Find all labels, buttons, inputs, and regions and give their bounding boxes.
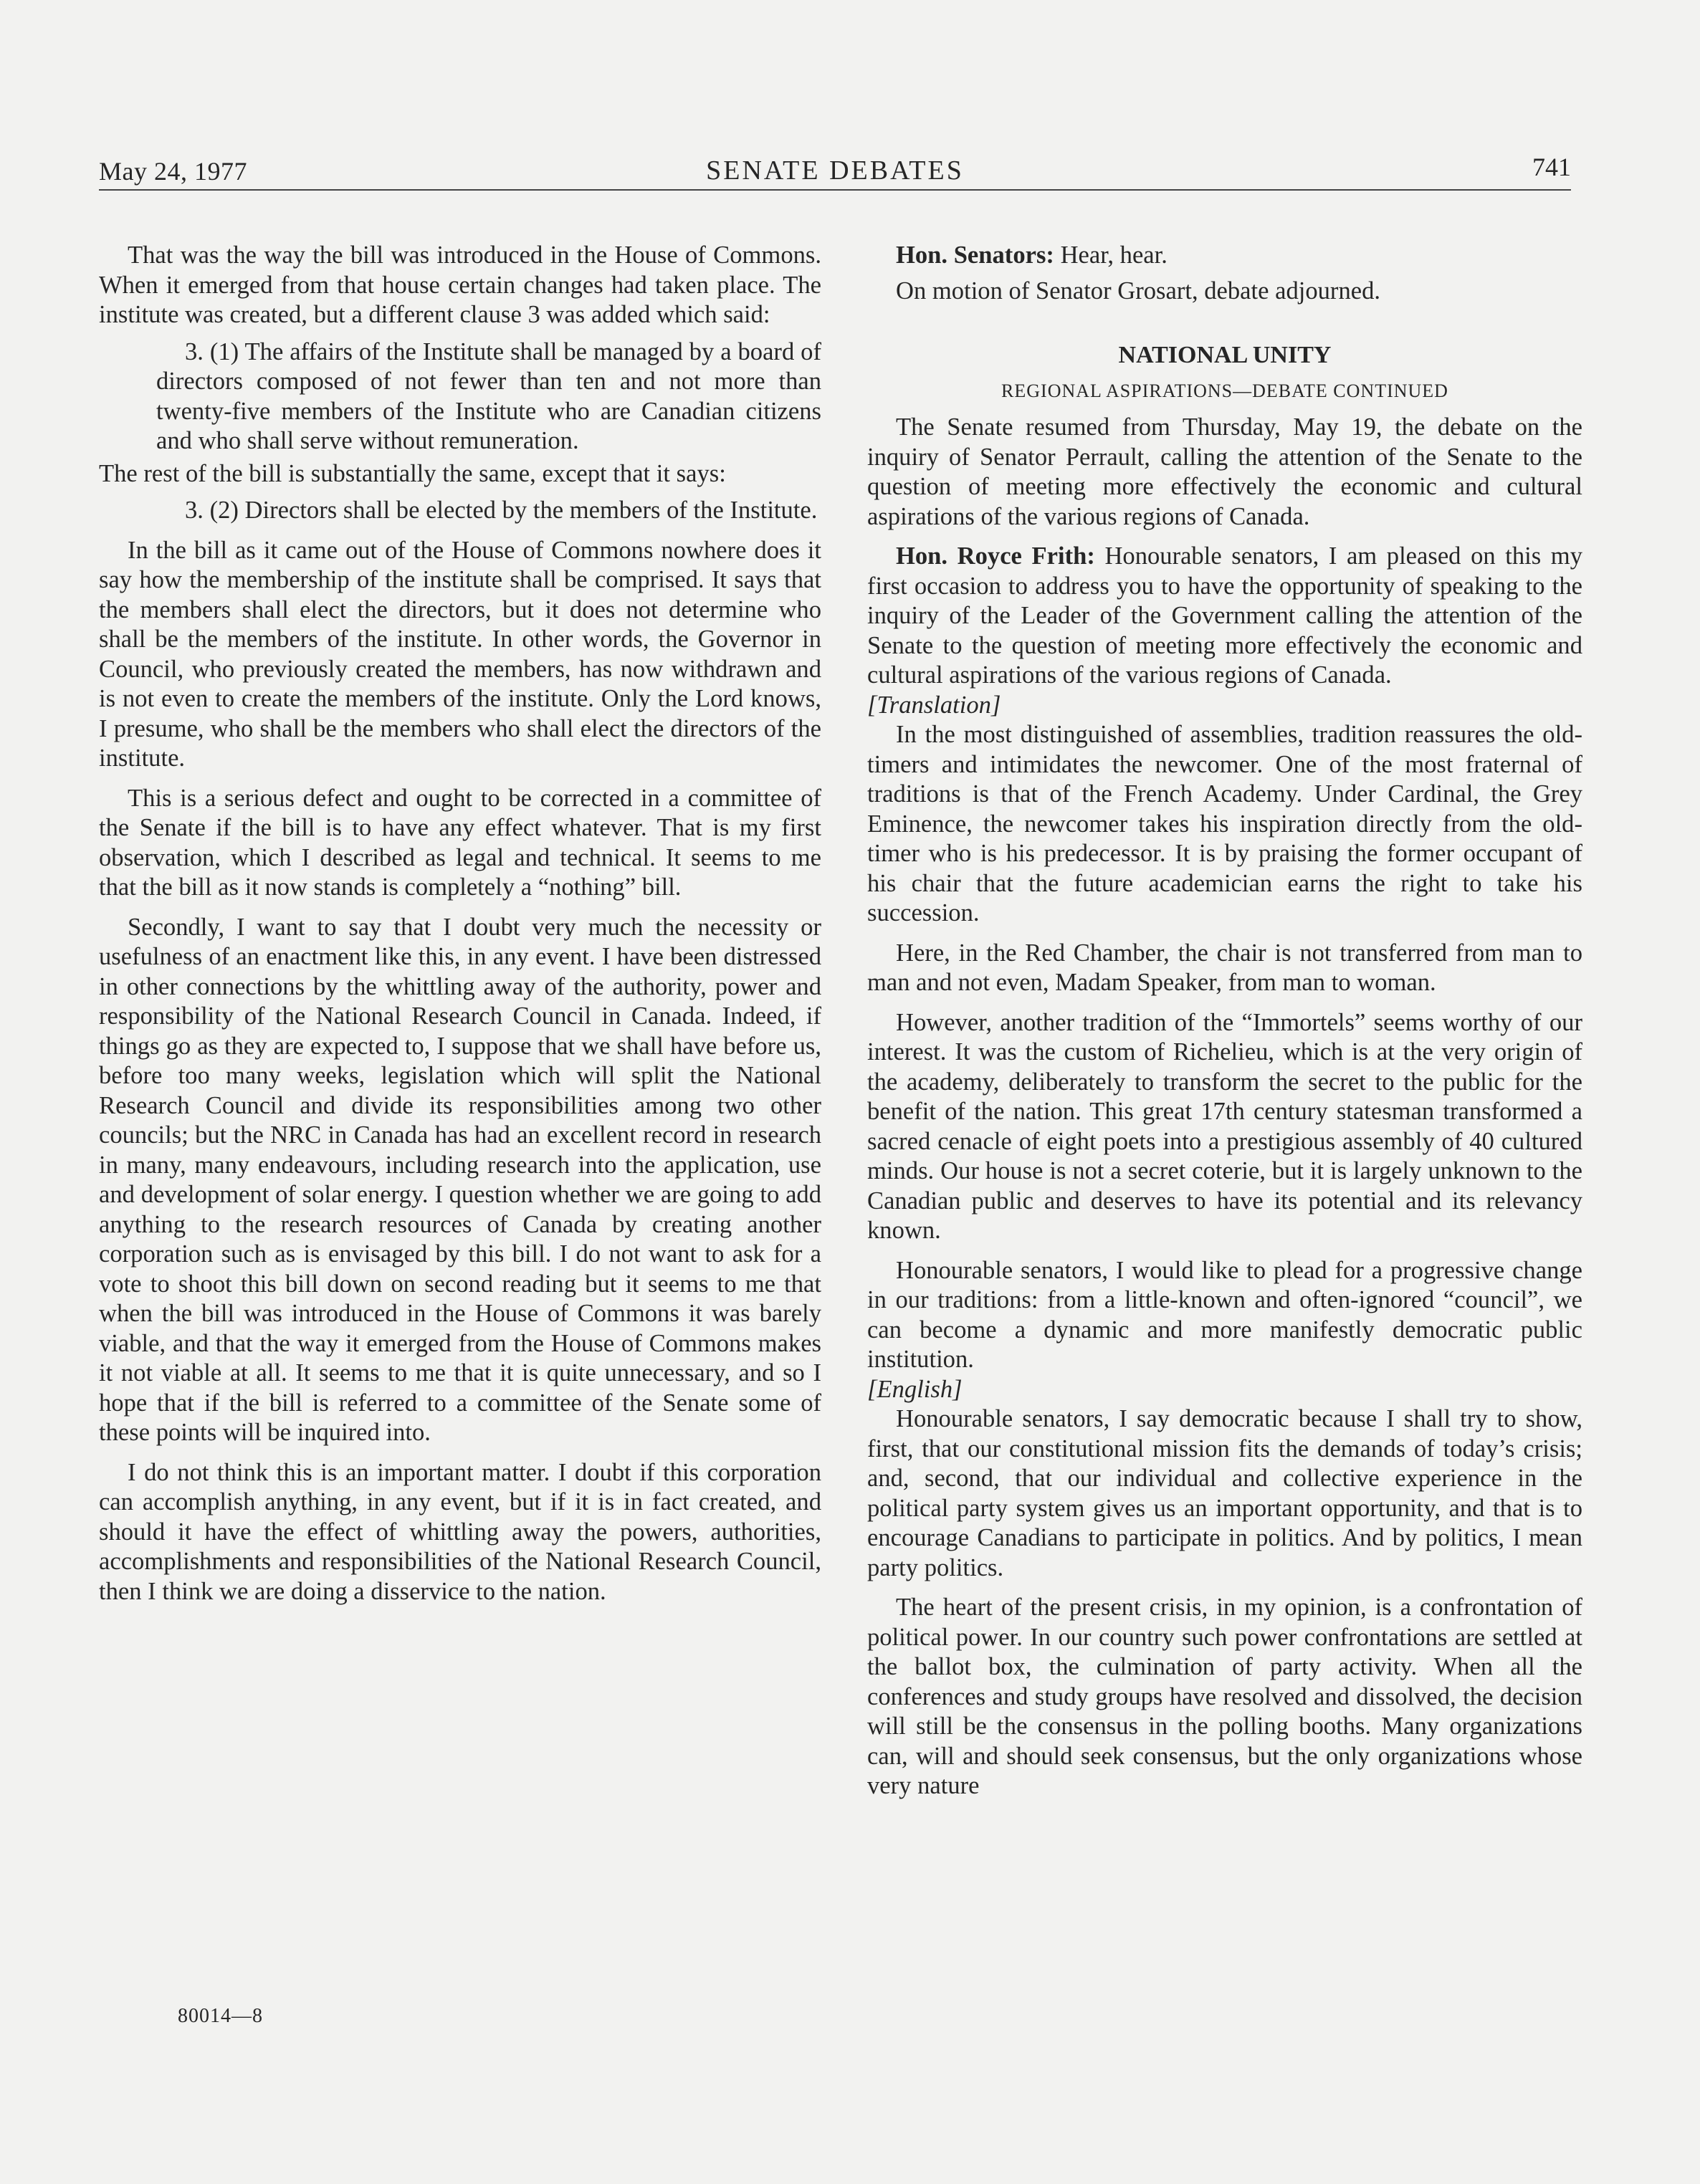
speaker-name: Hon. Royce Frith: <box>896 542 1095 570</box>
paragraph: On motion of Senator Grosart, debate adjourned. <box>896 277 1381 305</box>
paragraph: That was the way the bill was introduced in the House of Commons. When it emerged from that house certain changes had taken place. The institute was created, but a different clause 3 was added which said: <box>99 241 821 328</box>
page-header <box>99 152 1571 191</box>
quoted-clause: 3. (1) The affairs of the Institute shall be managed by a board of directors composed of not fewer than ten and not more than twenty-five members of the Institute who are Canadian citizens and who shall serve without remuneration. <box>156 337 821 454</box>
paragraph: Honourable senators, I say democratic because I shall try to show, first, that our constitutional mission fits the demands of today’s crisis; and, second, that our individual and collective experience in the political party system gives us an important opportunity, and that is to encourage Canadians to participate in politics. And by politics, I mean party politics. <box>867 1405 1582 1581</box>
speech-text: Hear, hear. <box>1054 241 1167 269</box>
speech-text: Honourable senators, I am pleased on this my first occasion to address you to have the opportunity of speaking to the inquiry of the Leader of the Government calling the attention of the Senate to the question of meeting more effectively the economic and cultural aspirations of the various regions of Canada. <box>867 542 1582 689</box>
paragraph: The rest of the bill is substantially the same, except that it says: <box>99 459 726 487</box>
paragraph: In the bill as it came out of the House of Commons nowhere does it say how the membership of the institute shall be comprised. It says that the members shall elect the directors, but it does not determine who shall be the members of the institute. In other words, the Governor in Council, who previously created the members, has now withdrawn and is not even to create the members of the institute. Only the Lord knows, I presume, who shall be the members who shall elect the directors of the institute. <box>99 536 821 772</box>
paragraph: This is a serious defect and ought to be corrected in a committee of the Senate if the bill is to have any effect whatever. That is my first observation, which I described as legal and technical. It seems to me that the bill as it now stands is completely a “nothing” bill. <box>99 784 821 901</box>
section-subheading: REGIONAL ASPIRATIONS—DEBATE CONTINUED <box>1001 380 1448 401</box>
paragraph: Here, in the Red Chamber, the chair is not transferred from man to man and not even, Madam Speaker, from man to woman. <box>867 939 1582 996</box>
left-column <box>99 241 821 1606</box>
paragraph: In the most distinguished of assemblies, tradition reassures the old-timers and intimidates the newcomer. One of the most fraternal of traditions is that of the French Academy. Under Cardinal, the Grey Eminence, the newcomer takes his inspiration directly from the old-timer who is his predecessor. It is by praising the former occupant of his chair that the future academician earns the right to take his succession. <box>867 721 1582 926</box>
footer-code: 80014—8 <box>178 2005 263 2027</box>
speaker-paragraph <box>867 241 1582 271</box>
quoted-clause: 3. (2) Directors shall be elected by the members of the Institute. <box>185 497 818 524</box>
right-column <box>867 241 1582 1801</box>
english-marker: [English] <box>867 1375 963 1403</box>
paragraph: Secondly, I want to say that I doubt very much the necessity or usefulness of an enactment like this, in any event. I have been distressed in other connections by the whittling away of the authority, power and responsibility of the National Research Council in Canada. Indeed, if things go as they are expected to, I suppose that we shall have before us, before too many weeks, legislation which will split the National Research Council and divide its responsibilities among two other councils; but the NRC in Canada has had an excellent record in research in many, many endeavours, including research into the application, use and development of solar energy. I question whether we are going to add anything to the research resources of Canada by creating another corporation such as is envisaged by this bill. I do not want to ask for a vote to shoot this bill down on second reading but it seems to me that when the bill was introduced in the House of Commons it was barely viable, and that the way it emerged from the House of Commons makes it not viable at all. It seems to me that it is quite unnecessary, and so I hope that if the bill is referred to a committee of the Senate some of these points will be inquired into. <box>99 913 821 1446</box>
header-date: May 24, 1977 <box>99 157 247 186</box>
speaker-name: Hon. Senators: <box>896 241 1054 269</box>
translation-marker: [Translation] <box>867 691 1001 719</box>
paragraph: I do not think this is an important matter. I doubt if this corporation can accomplish anything, in any event, but if it is in fact created, and should it have the effect of whittling away the powers, authorities, accomplishments and responsibilities of the National Research Council, then I think we are doing a disservice to the nation. <box>99 1458 821 1605</box>
paragraph: However, another tradition of the “Immortels” seems worthy of our interest. It was the custom of Richelieu, which is at the very origin of the academy, deliberately to transform the secret to the public for the benefit of the nation. This great 17th century statesman transformed a sacred cenacle of eight poets into a prestigious assembly of 40 cultured minds. Our house is not a secret coterie, but it is largely unknown to the Canadian public and deserves to have its potential and its relevancy known. <box>867 1008 1582 1244</box>
paragraph: The Senate resumed from Thursday, May 19, the debate on the inquiry of Senator Perrault, calling the attention of the Senate to the question of meeting more effectively the economic and cultural aspirations of the various regions of Canada. <box>867 413 1582 530</box>
header-title: SENATE DEBATES <box>706 155 964 186</box>
paragraph: Honourable senators, I would like to plead for a progressive change in our traditions: from a little-known and often-ignored “council”, we can become a dynamic and more manifestly democratic public institution. <box>867 1256 1582 1373</box>
speaker-paragraph <box>867 542 1582 691</box>
paragraph: The heart of the present crisis, in my opinion, is a confrontation of political power. In our country such power confrontations are settled at the ballot box, the culmination of party activity. When all the conferences and study groups have resolved and dissolved, the decision will still be the consensus in the polling booths. Many organizations can, will and should seek consensus, but the only organizations whose very nature <box>867 1594 1582 1799</box>
page-number: 741 <box>1532 153 1571 181</box>
section-heading: NATIONAL UNITY <box>1118 342 1332 368</box>
